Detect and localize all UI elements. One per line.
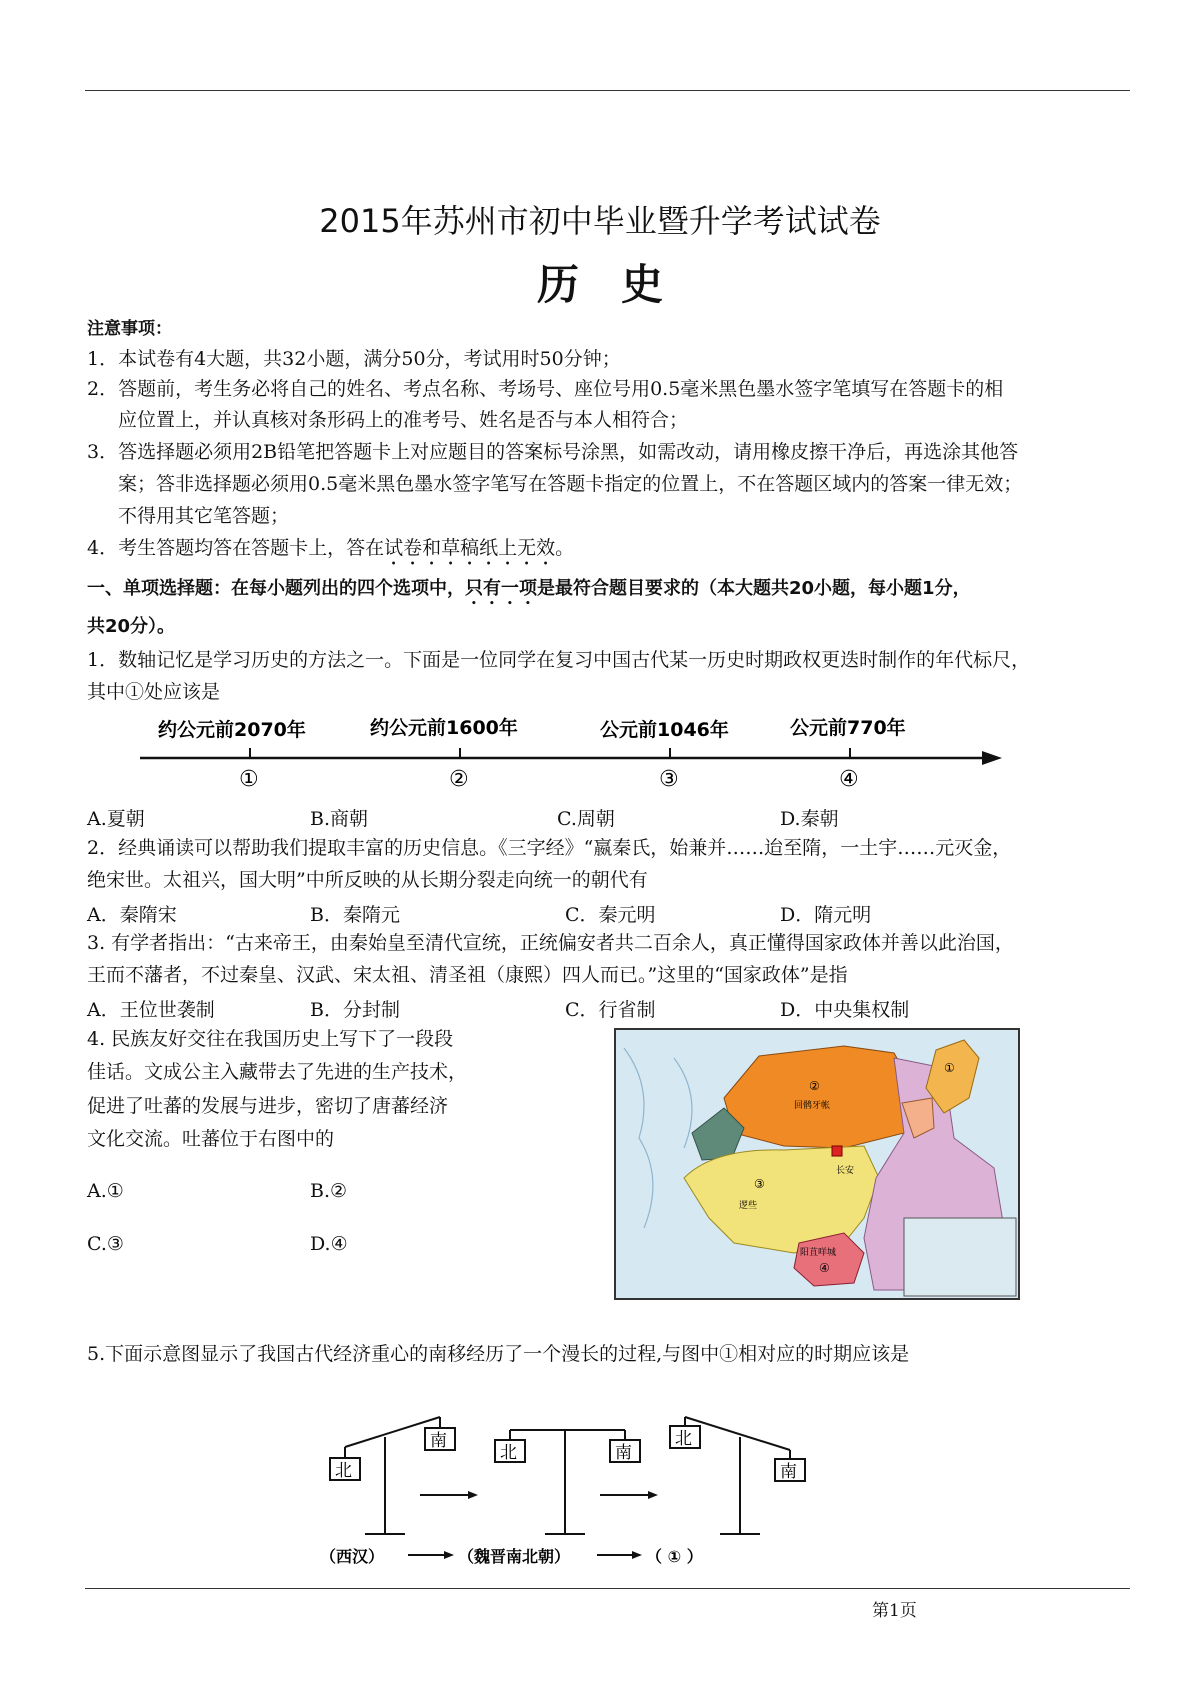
section1-heading-c: 是最符合题目要求的（本大题共20小题，每小题1分， <box>537 578 971 599</box>
q2-stem-line1: 2．经典诵读可以帮助我们提取丰富的历史信息。《三字经》“嬴秦氏，始兼并……迨至隋，一土宇……元灭金， <box>87 837 1012 859</box>
notice-item-3-line3: 不得用其它笔答题； <box>118 505 290 527</box>
q1-option-a[interactable]: A.夏朝 <box>87 808 145 830</box>
map-mark-4: ④ <box>819 1261 830 1275</box>
top-rule <box>85 90 1130 91</box>
q2-stem-line2: 绝宋世。太祖兴，国大明”中所反映的从长期分裂走向统一的朝代有 <box>87 869 648 891</box>
page-number: 第1页 <box>872 1601 917 1621</box>
q2-option-b[interactable]: B．秦隋元 <box>310 904 400 926</box>
q5-period-3: （ ① ） <box>646 1547 703 1566</box>
timeline-mark-3: ③ <box>659 767 679 792</box>
notice-item-1: 1．本试卷有4大题，共32小题，满分50分，考试用时50分钟； <box>87 348 621 370</box>
q5-south-1: 南 <box>430 1431 447 1451</box>
timeline-mark-2: ② <box>449 767 469 792</box>
q5-south-2: 南 <box>615 1443 632 1463</box>
timeline-label-2: 约公元前1600年 <box>370 717 518 739</box>
map-label-uighur: 回鹘牙帐 <box>794 1101 831 1111</box>
q3-option-d[interactable]: D．中央集权制 <box>780 999 910 1021</box>
timeline-label-3: 公元前1046年 <box>600 719 729 741</box>
q4-stem-line2: 佳话。文成公主入藏带去了先进的生产技术， <box>87 1061 468 1083</box>
q4-stem-line4: 文化交流。吐蕃位于右图中的 <box>87 1128 335 1150</box>
q3-stem-line2: 王而不藩者，不过秦皇、汉武、宋太祖、清圣祖（康熙）四人而已。”这里的“国家政体”是指 <box>87 964 848 986</box>
q1-option-d[interactable]: D.秦朝 <box>780 808 839 830</box>
q1-option-c[interactable]: C.周朝 <box>557 808 615 830</box>
q5-north-3: 北 <box>675 1429 692 1449</box>
q3-option-a[interactable]: A．王位世袭制 <box>87 999 215 1021</box>
map-mark-2: ② <box>809 1079 820 1093</box>
map-label-dali: 阳苴咩城 <box>800 1248 837 1258</box>
notice-heading: 注意事项： <box>87 319 172 339</box>
notice-item-4-a: 4．考生答题均答在答题卡上，答在 <box>87 537 385 559</box>
q5-south-3: 南 <box>780 1462 797 1482</box>
q3-stem-line1: 3. 有学者指出：“古来帝王，由秦始皇至清代宣统，正统偏安者共二百余人，真正懂得国家政体并善以此治国， <box>87 932 1014 954</box>
q4-option-b[interactable]: B.② <box>310 1180 348 1202</box>
map-mark-3: ③ <box>754 1177 765 1191</box>
notice-item-4-c: 。 <box>555 537 575 559</box>
notice-item-3-line2: 案；答非选择题必须用0.5毫米黑色墨水签字笔写在答题卡指定的位置上，不在答题区域内的答案一律无效； <box>118 473 1023 495</box>
q4-stem-line1: 4. 民族友好交往在我国历史上写下了一段段 <box>87 1028 454 1050</box>
q5-north-2: 北 <box>500 1443 517 1463</box>
timeline-mark-4: ④ <box>839 767 859 792</box>
q5-stem: 5.下面示意图显示了我国古代经济重心的南移经历了一个漫长的过程,与图中①相对应的时期应该是 <box>87 1343 910 1365</box>
q1-timeline <box>130 712 1010 792</box>
q5-balance-diagram <box>320 1392 820 1570</box>
q2-option-d[interactable]: D．隋元明 <box>780 904 872 926</box>
notice-item-3-line1: 3．答选择题必须用2B铅笔把答题卡上对应题目的答案标号涂黑，如需改动，请用橡皮擦干净后，再选涂其他答 <box>87 441 1019 463</box>
section1-heading-line1 <box>87 577 971 609</box>
notice-item-4 <box>87 536 574 570</box>
q5-period-2: （魏晋南北朝） <box>458 1547 571 1566</box>
map-mark-1: ① <box>944 1061 955 1075</box>
q3-option-b[interactable]: B．分封制 <box>310 999 400 1021</box>
q5-north-1: 北 <box>335 1461 352 1481</box>
timeline-label-4: 公元前770年 <box>790 717 906 739</box>
map-label-changan: 长安 <box>836 1166 855 1176</box>
subject-title: 历 史 <box>536 260 663 309</box>
map-label-lhasa: 逻些 <box>739 1201 758 1211</box>
q4-option-d[interactable]: D.④ <box>310 1233 348 1255</box>
q2-option-a[interactable]: A．秦隋宋 <box>87 904 177 926</box>
q3-option-c[interactable]: C．行省制 <box>565 999 656 1021</box>
notice-item-4-emphasis: 试卷和草稿纸上无效 <box>384 537 556 559</box>
q1-option-b[interactable]: B.商朝 <box>310 808 369 830</box>
section1-heading-a: 一、单项选择题：在每小题列出的四个选项中， <box>87 578 465 599</box>
timeline-label-1: 约公元前2070年 <box>158 719 306 741</box>
q5-period-1: （西汉） <box>320 1547 385 1566</box>
bottom-rule <box>85 1588 1130 1589</box>
q2-option-c[interactable]: C．秦元明 <box>565 904 656 926</box>
q1-stem-line2: 其中①处应该是 <box>87 681 221 703</box>
timeline-mark-1: ① <box>239 767 259 792</box>
q4-option-a[interactable]: A.① <box>87 1180 124 1202</box>
section1-heading-line2: 共20分）。 <box>87 616 176 637</box>
notice-item-2-line1: 2．答题前，考生务必将自己的姓名、考点名称、考场号、座位号用0.5毫米黑色墨水签字笔填写在答题卡的相 <box>87 378 1004 400</box>
q4-option-c[interactable]: C.③ <box>87 1233 124 1255</box>
notice-item-2-line2: 应位置上，并认真核对条形码上的准考号、姓名是否与本人相符合； <box>118 409 689 431</box>
exam-title: 2015年苏州市初中毕业暨升学考试试卷 <box>319 202 881 240</box>
q1-stem-line1: 1．数轴记忆是学习历史的方法之一。下面是一位同学在复习中国古代某一历史时期政权更迭时制作的年代标尺， <box>87 649 1031 671</box>
q4-tang-map <box>614 1028 1020 1300</box>
section1-heading-emphasis: 只有一项 <box>465 578 537 599</box>
q4-stem-line3: 促进了吐蕃的发展与进步，密切了唐蕃经济 <box>87 1095 449 1117</box>
